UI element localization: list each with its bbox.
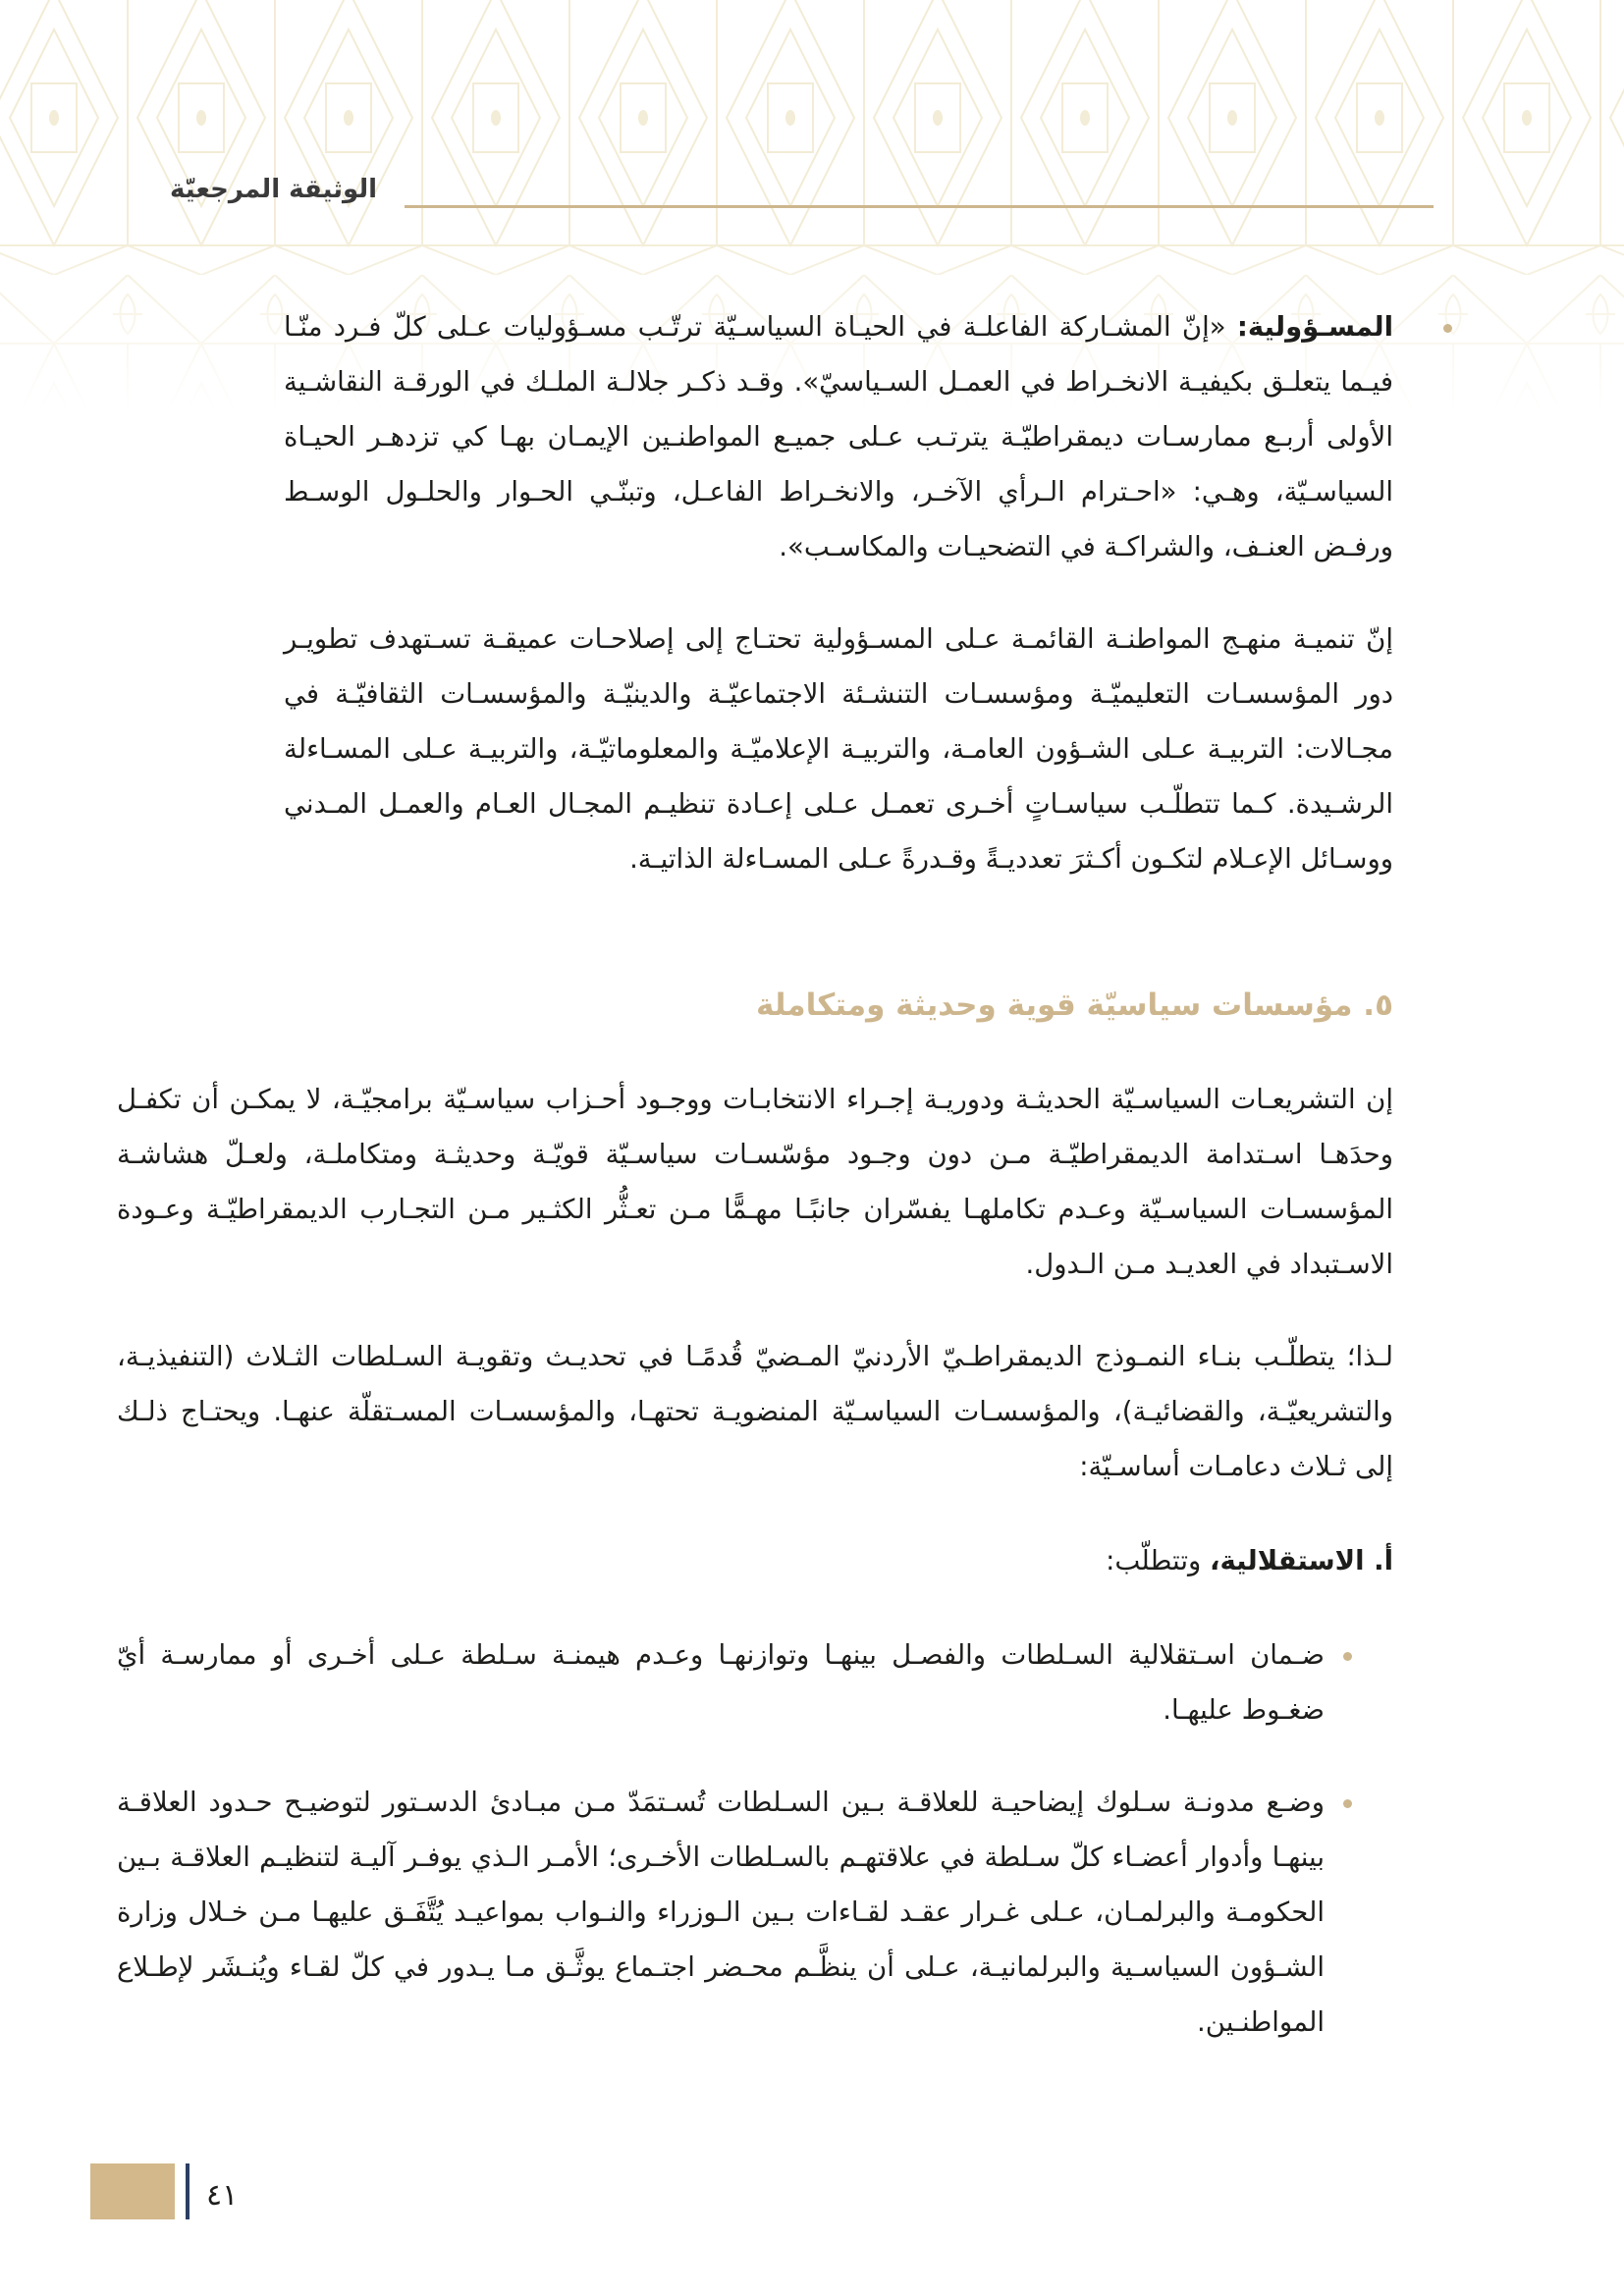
list-item-responsibility [284, 299, 1393, 574]
main-content [284, 299, 1393, 886]
list-item [117, 1628, 1325, 1737]
bullet-body: «إنّ المشـاركة الفاعلـة في الحيـاة السياسـيّة ترتّـب مسـؤوليات عـلى كلّ فـرد منّـا فيـما يتعلـق بكيفيـة الانخـراط في العمـل السـياسيّ». وقـد ذكـر جلالـة الملـك في الورقـة النقاشـية الأولى أربـع ممارسـات ديمقراطيّـة يترتـب عـلى جميـع المواطنـين الإيمـان بهـا كي تزدهـر الحيـاة السياسـيّة، وهـي: «احـترام الـرأي الآخـر، والانخـراط الفاعـل، وتبنّـي الحـوار والحلـول الوسـط ورفـض العنـف، والشراكـة في التضحيـات والمكاسـب». [284, 311, 1393, 562]
document-title: الوثيقة المرجعيّة [170, 175, 377, 204]
paragraph-requirements: لـذا؛ يتطلّـب بنـاء النمـوذج الديمقراطـيّ الأردنيّ المـضيّ قُدمًـا في تحديـث وتقويـة السـلطات الثـلاث (التنفيذيـة، والتشريعيّـة، والقضائيـة)، والمؤسسـات السياسـيّة المنضويـة تحتهـا، والمؤسسـات المسـتقلّة عنهـا. ويحتـاج ذلـك إلى ثـلاث دعامـات أساسـيّة: [117, 1341, 1393, 1482]
bullet-list [117, 1628, 1325, 2050]
running-header [128, 175, 1434, 224]
page-footer [90, 2161, 306, 2217]
bullet-icon [1343, 1652, 1352, 1661]
subheading-independence [117, 1533, 1393, 1588]
subheading-rest: وتتطلّب: [1106, 1545, 1211, 1576]
page-number: ٤١ [206, 2178, 239, 2213]
footer-color-block [90, 2163, 175, 2219]
bullet-icon [1443, 324, 1452, 333]
bullet-text [284, 299, 1393, 574]
subheading-label: أ. الاستقلالية، [1210, 1545, 1393, 1576]
bullet-text: وضـع مدونـة سـلوك إيضاحيـة للعلاقـة بـين السـلطات تُسـتمَدّ مـن مبـادئ الدسـتور لتوضيـح حـدود العلاقـة بينهـا وأدوار أعضـاء كلّ سـلطة في علاقتهـم بالسـلطات الأخـرى؛ الأمـر الـذي يوفـر آليـة لتنظيـم العلاقـة بـين الحكومـة والبرلمـان، عـلى غـرار عقـد لقـاءات بـين الـوزراء والنـواب بمواعيـد يُتَّفَـق عليهـا مـن خـلال وزارة الشـؤون السياسـية والبرلمانيـة، عـلى أن ينظَّـم محـضر اجتـماع يوثَّـق مـا يـدور في كلّ لقـاء ويُنـشَر لإطـلاع المواطنـين. [117, 1787, 1325, 2038]
list-item [117, 1775, 1325, 2050]
bullet-lead: المسـؤولية: [1236, 311, 1393, 343]
bullet-text: ضـمان اسـتقلالية السـلطات والفصـل بينهـا وتوازنهـا وعـدم هيمنـة سـلطة عـلى أخـرى أو ممارسـة أيّ ضغـوط عليهـا. [117, 1639, 1325, 1726]
section-5 [117, 978, 1393, 2050]
bullet-icon [1343, 1799, 1352, 1808]
paragraph-citizenship: إنّ تنميـة منهـج المواطنـة القائمـة عـلى المسـؤولية تحتـاج إلى إصلاحـات عميقـة تسـتهدف تطويـر دور المؤسسـات التعليميّـة ومؤسسـات التنشـئة الاجتماعيّـة والدينيّـة والمؤسسـات الثقافيّـة في مجـالات: التربيـة عـلى الشـؤون العامـة، والتربيـة الإعلاميّـة والمعلوماتيّـة، والتربيـة عـلى المسـاءلة الرشـيدة. كـما تتطلّـب سياسـاتٍ أخـرى تعمـل عـلى إعـادة تنظيـم المجـال العـام والعمـل المـدني ووسـائل الإعـلام لتكـون أكـثرَ تعدديـةً وقـدرةً عـلى المسـاءلة الذاتيـة. [284, 623, 1393, 875]
paragraph-legislation: إن التشريعـات السياسـيّة الحديثـة ودوريـة إجـراء الانتخابـات ووجـود أحـزاب سياسـيّة برامجيّـة، لا يمكـن أن تكفـل وحدَهـا اسـتدامة الديمقراطيّـة مـن دون وجـود مؤسّسـات سياسـيّة قويّـة وحديثـة ومتكاملـة، ولعـلّ هشاشـة المؤسسـات السياسـيّة وعـدم تكاملهـا يفسّران جانبًـا مهـمًّا مـن تعـثُّر الكثـير مـن التجـارب الديمقراطيّـة وعـودة الاسـتبداد في العديـد مـن الـدول. [117, 1084, 1393, 1280]
section-heading: ٥. مؤسسات سياسيّة قوية وحديثة ومتكاملة [755, 988, 1393, 1023]
footer-divider [186, 2163, 189, 2219]
header-divider [405, 205, 1434, 208]
